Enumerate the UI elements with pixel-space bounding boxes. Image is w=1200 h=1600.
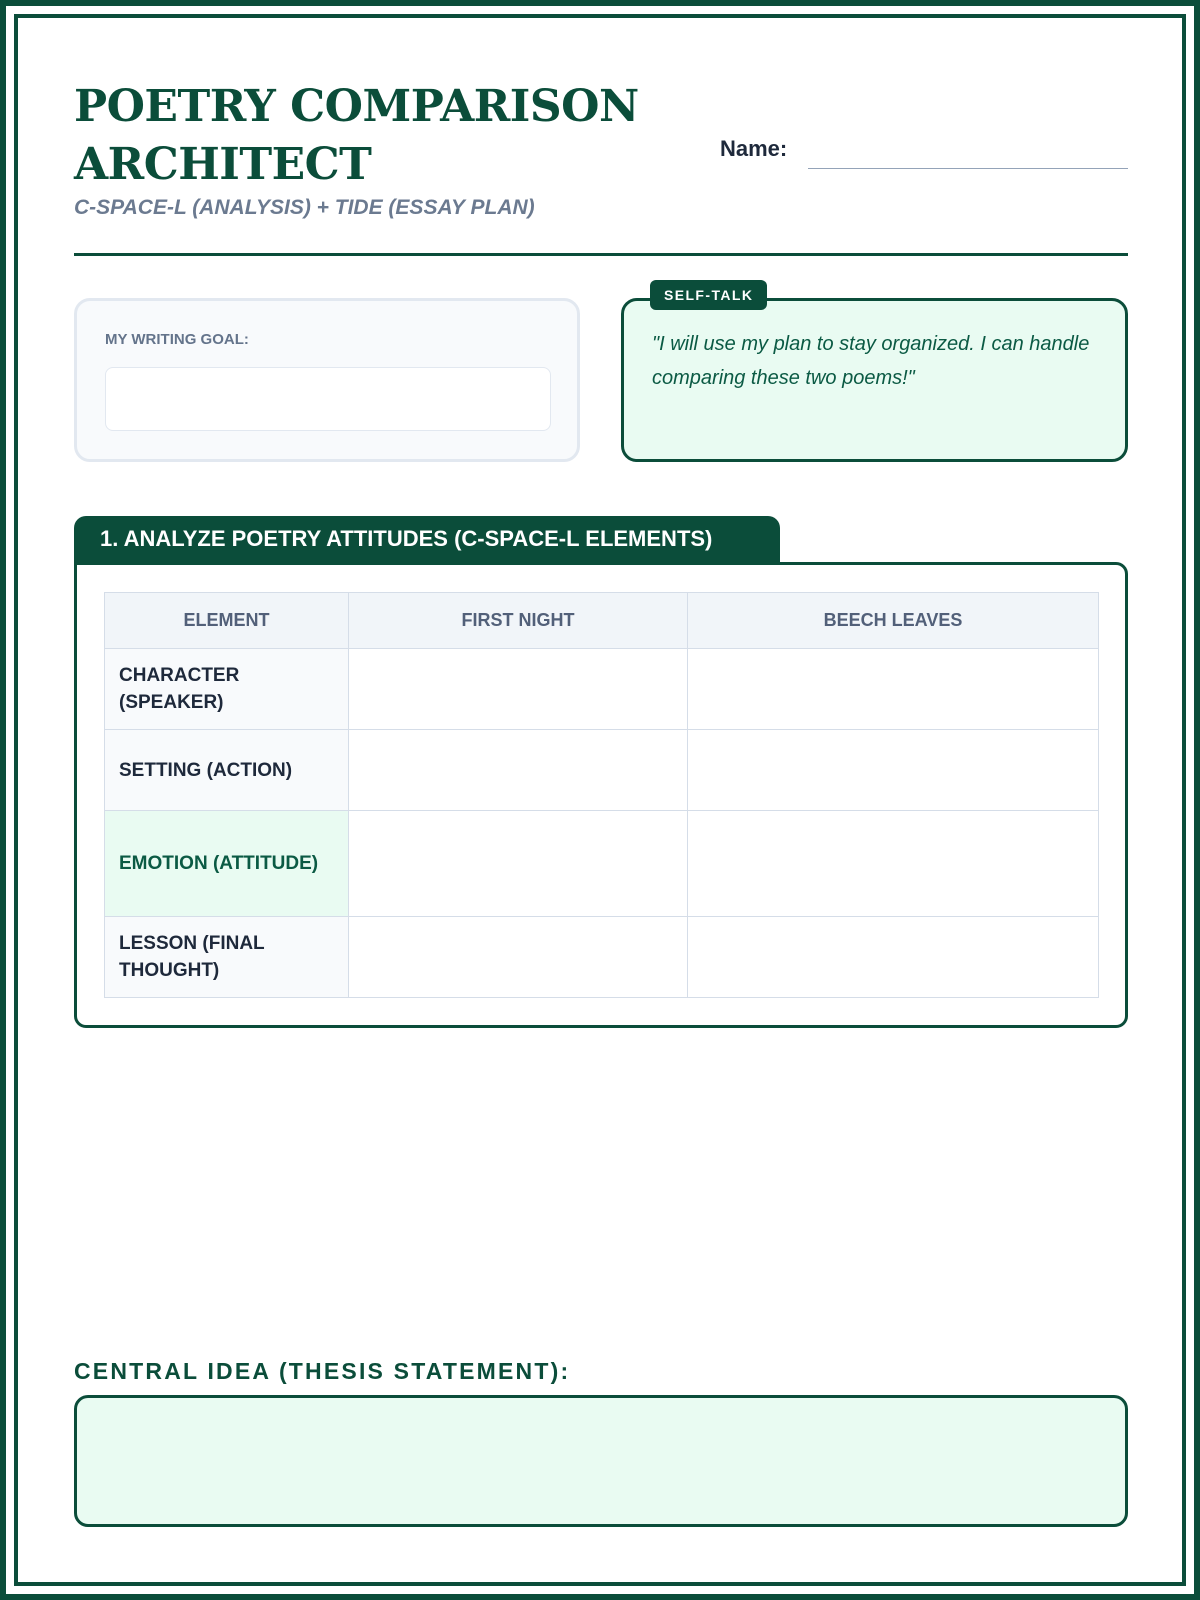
self-talk-card — [621, 298, 1128, 462]
table-row — [105, 649, 1099, 730]
row-label-lesson: LESSON (FINAL THOUGHT) — [105, 917, 349, 998]
column-header-first-night: FIRST NIGHT — [349, 593, 688, 649]
analysis-table — [104, 592, 1099, 998]
cell-beech-leaves-setting[interactable] — [688, 730, 1099, 811]
table-header-row — [105, 593, 1099, 649]
writing-goal-card — [74, 298, 580, 462]
column-header-beech-leaves: BEECH LEAVES — [688, 593, 1099, 649]
thesis-input[interactable] — [74, 1395, 1128, 1527]
cell-beech-leaves-emotion[interactable] — [688, 811, 1099, 917]
name-label: Name: — [720, 136, 788, 161]
column-header-element: ELEMENT — [105, 593, 349, 649]
table-row — [105, 730, 1099, 811]
cell-beech-leaves-character[interactable] — [688, 649, 1099, 730]
row-label-character: CHARACTER (SPEAKER) — [105, 649, 349, 730]
worksheet-title: POETRY COMPARISON ARCHITECT — [74, 81, 639, 190]
table-row — [105, 811, 1099, 917]
writing-goal-input[interactable] — [105, 367, 551, 431]
row-label-emotion: EMOTION (ATTITUDE) — [105, 811, 349, 917]
self-talk-badge: SELF-TALK — [650, 280, 767, 310]
row-label-setting: SETTING (ACTION) — [105, 730, 349, 811]
name-field[interactable] — [808, 168, 1128, 169]
thesis-label: CENTRAL IDEA (THESIS STATEMENT): — [74, 1358, 571, 1384]
section-1-heading: 1. ANALYZE POETRY ATTITUDES (C-SPACE-L ELEMENTS) — [74, 516, 780, 564]
writing-goal-label: MY WRITING GOAL: — [105, 331, 249, 348]
cell-first-night-emotion[interactable] — [349, 811, 688, 917]
header-divider — [74, 253, 1128, 256]
cell-beech-leaves-lesson[interactable] — [688, 917, 1099, 998]
cell-first-night-lesson[interactable] — [349, 917, 688, 998]
worksheet-subtitle: C-SPACE-L (ANALYSIS) + TIDE (ESSAY PLAN) — [74, 196, 535, 219]
cell-first-night-setting[interactable] — [349, 730, 688, 811]
self-talk-quote: "I will use my plan to stay organized. I can handle comparing these two poems!" — [652, 333, 1090, 389]
cell-first-night-character[interactable] — [349, 649, 688, 730]
table-row — [105, 917, 1099, 998]
